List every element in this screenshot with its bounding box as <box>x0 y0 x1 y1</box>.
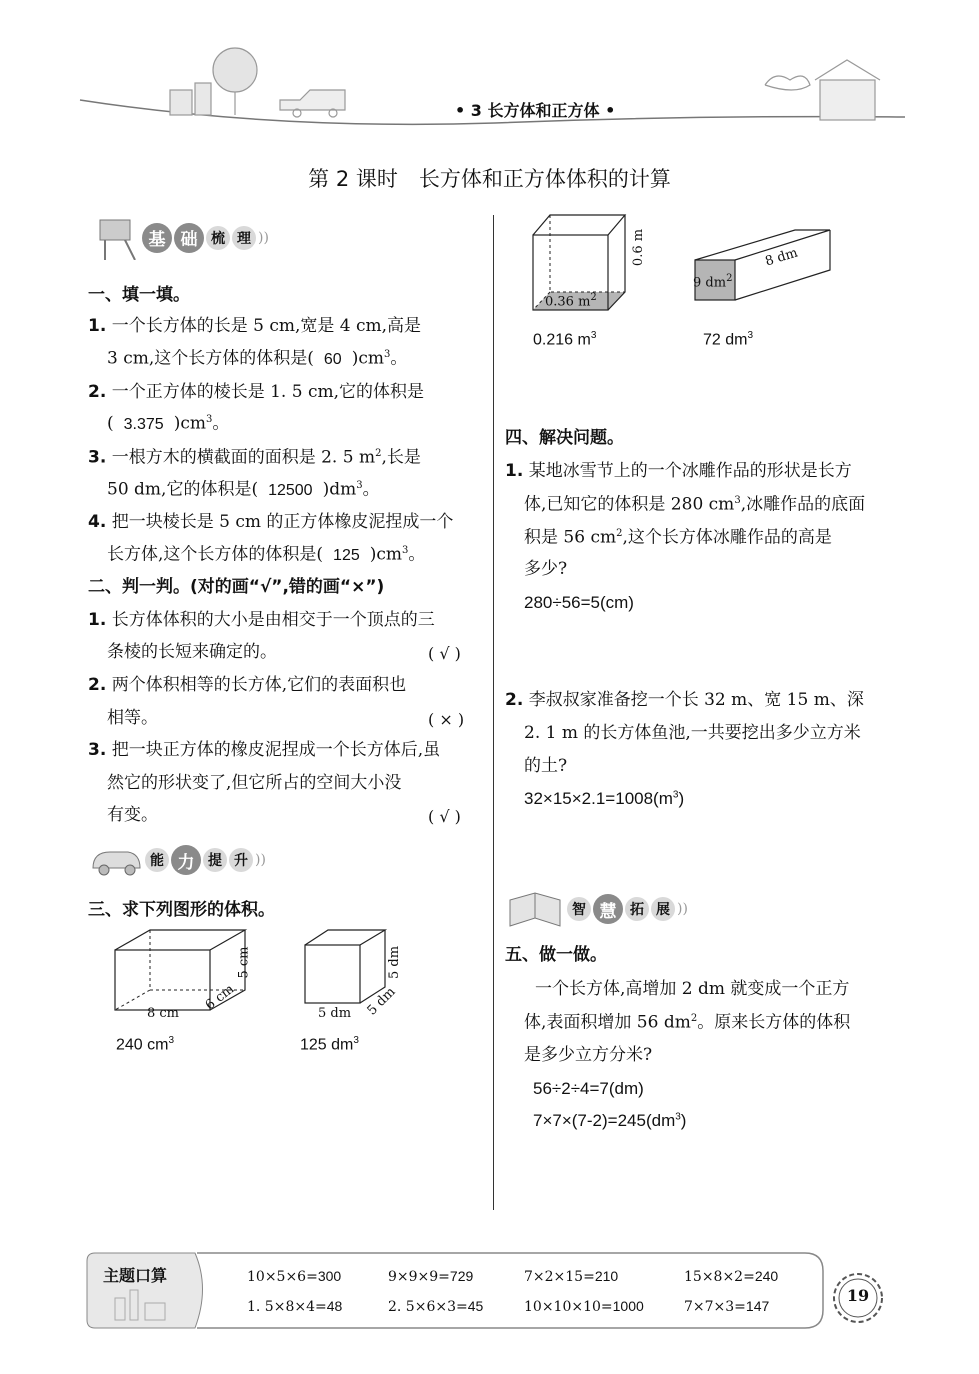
q1-1-line1: 1. 一个长方体的长是 5 cm,宽是 4 cm,高是 <box>88 316 422 336</box>
part2-heading: 二、判一判。(对的画“√”,错的画“×”) <box>88 577 385 597</box>
badge-char: 梳 <box>206 226 230 250</box>
badge-char: 升 <box>229 848 253 872</box>
q1-1-line2: 3 cm,这个长方体的体积是( 60 )$cm^3$。 <box>107 348 408 369</box>
footer-label: 主题口算 <box>103 1266 168 1285</box>
q5-line2: 体,表面积增加 56 $dm^2$。原来长方体的体积 <box>524 1012 851 1033</box>
judge-mark: ( √ ) <box>428 807 461 826</box>
fig1-length: 8 cm <box>147 1006 180 1021</box>
fig2-width: 5 dm <box>364 984 399 1019</box>
oral-item: 10×10×10=1000 <box>524 1298 644 1315</box>
q5-answer-2: $7\times 7\times(7-2)=245(dm^3)$ <box>533 1111 687 1130</box>
q2-2-line1: 2. 两个体积相等的长方体,它们的表面积也 <box>88 675 407 695</box>
q2-1-line1: 1. 长方体体积的大小是由相交于一个顶点的三 <box>88 610 435 630</box>
q1-4-line2: 长方体,这个长方体的体积是( 125 )$cm^3$。 <box>107 544 426 565</box>
fig3-answer: 0.216 $m^3$ <box>533 330 597 349</box>
q4-1-line2: 体,已知它的体积是 280 $cm^3$,冰雕作品的底面 <box>524 494 866 515</box>
part5-heading: 五、做一做。 <box>505 945 607 965</box>
oral-item: 2. 5×6×3=45 <box>388 1298 484 1315</box>
q4-1-answer: 280÷56=5(cm) <box>524 593 634 612</box>
badge-char: 展 <box>651 897 675 921</box>
fig3-height: 0.6 m <box>631 228 647 267</box>
chapter-header: • 3 长方体和正方体 • <box>455 101 616 120</box>
q1-2-line1: 2. 一个正方体的棱长是 1. 5 cm,它的体积是 <box>88 382 424 402</box>
q4-2-line1: 2. 李叔叔家准备挖一个长 32 m、宽 15 m、深 <box>505 690 864 710</box>
fig4-answer: 72 $dm^3$ <box>703 330 754 349</box>
q2-3-line3: 有变。 <box>107 805 158 825</box>
section-badge-wisdom: 智 慧 拓 展 )) <box>505 888 688 930</box>
fig4-length: 8 dm <box>763 245 800 270</box>
judge-mark: ( √ ) <box>428 644 461 663</box>
q2-3-line2: 然它的形状变了,但它所占的空间大小没 <box>107 773 402 793</box>
column-divider <box>493 215 494 1210</box>
lesson-title: 第 2 课时 长方体和正方体体积的计算 <box>308 167 671 191</box>
page-number: 19 <box>846 1286 870 1305</box>
q2-2-line2: 相等。 <box>107 708 158 728</box>
fig2-answer: 125 $dm^3$ <box>300 1035 359 1054</box>
oral-item: 7×7×3=147 <box>684 1298 770 1315</box>
fig2-length: 5 dm <box>318 1006 352 1021</box>
badge-char: 提 <box>203 848 227 872</box>
q1-4-line1: 4. 把一块棱长是 5 cm 的正方体橡皮泥捏成一个 <box>88 512 454 532</box>
q4-1-line4: 多少? <box>524 559 568 579</box>
oral-item: 15×8×2=240 <box>684 1268 779 1285</box>
q4-2-line3: 的土? <box>524 756 568 776</box>
section-badge-basic: 基 础 梳 理 )) <box>95 215 269 260</box>
fig1-answer: 240 $cm^3$ <box>116 1035 175 1054</box>
oral-item: 7×2×15=210 <box>524 1268 619 1285</box>
oral-item: 10×5×6=300 <box>247 1268 342 1285</box>
badge-char: 智 <box>567 897 591 921</box>
badge-char: 慧 <box>593 894 623 924</box>
q1-2-line2: ( 3.375 )$cm^3$。 <box>107 413 230 434</box>
oral-item: 1. 5×8×4=48 <box>247 1298 343 1315</box>
books-icon <box>505 888 565 930</box>
slide-icon <box>95 215 140 260</box>
q2-3-line1: 3. 把一块正方体的橡皮泥捏成一个长方体后,虽 <box>88 740 441 760</box>
q4-1-line3: 积是 56 $cm^2$,这个长方体冰雕作品的高是 <box>524 527 832 548</box>
q4-2-answer: $32\times 15\times 2.1=1008(m^3)$ <box>524 789 685 808</box>
fig4-end-area: 9 $dm^2$ <box>693 273 733 291</box>
footer-frame <box>85 1248 835 1333</box>
section-badge-ability: 能 力 提 升 )) <box>88 840 266 880</box>
q5-answer-1: 56÷2÷4=7(dm) <box>533 1079 644 1098</box>
fig2-height: 5 dm <box>387 945 403 980</box>
q5-line1: 一个长方体,高增加 2 dm 就变成一个正方 <box>535 979 850 999</box>
q1-3-line2: 50 dm,它的体积是( 12500 )$dm^3$。 <box>107 479 380 500</box>
q2-1-line2: 条棱的长短来确定的。 <box>107 642 277 662</box>
q4-2-line2: 2. 1 m 的长方体鱼池,一共要挖出多少立方米 <box>524 723 861 743</box>
cuboid-figure-4 <box>690 225 840 310</box>
badge-char: 础 <box>174 223 204 253</box>
badge-char: 基 <box>142 223 172 253</box>
part1-heading: 一、填一填。 <box>88 285 190 305</box>
fig1-height: 5 cm <box>236 946 252 979</box>
q1-3-line1: 3. 一根方木的横截面的面积是 2. 5 $m^2$,长是 <box>88 447 421 468</box>
part3-heading: 三、求下列图形的体积。 <box>88 900 275 920</box>
badge-char: 能 <box>145 848 169 872</box>
badge-char: 力 <box>171 845 201 875</box>
judge-mark: ( × ) <box>428 710 465 729</box>
q4-1-line1: 1. 某地冰雪节上的一个冰雕作品的形状是长方 <box>505 461 852 481</box>
oral-item: 9×9×9=729 <box>388 1268 474 1285</box>
car-icon <box>88 840 143 880</box>
badge-char: 理 <box>232 226 256 250</box>
part4-heading: 四、解决问题。 <box>505 428 624 448</box>
fig3-base-area: 0.36 $m^2$ <box>545 292 597 310</box>
badge-char: 拓 <box>625 897 649 921</box>
q5-line3: 是多少立方分米? <box>524 1045 653 1065</box>
fig1-width: 6 cm <box>202 981 238 1014</box>
